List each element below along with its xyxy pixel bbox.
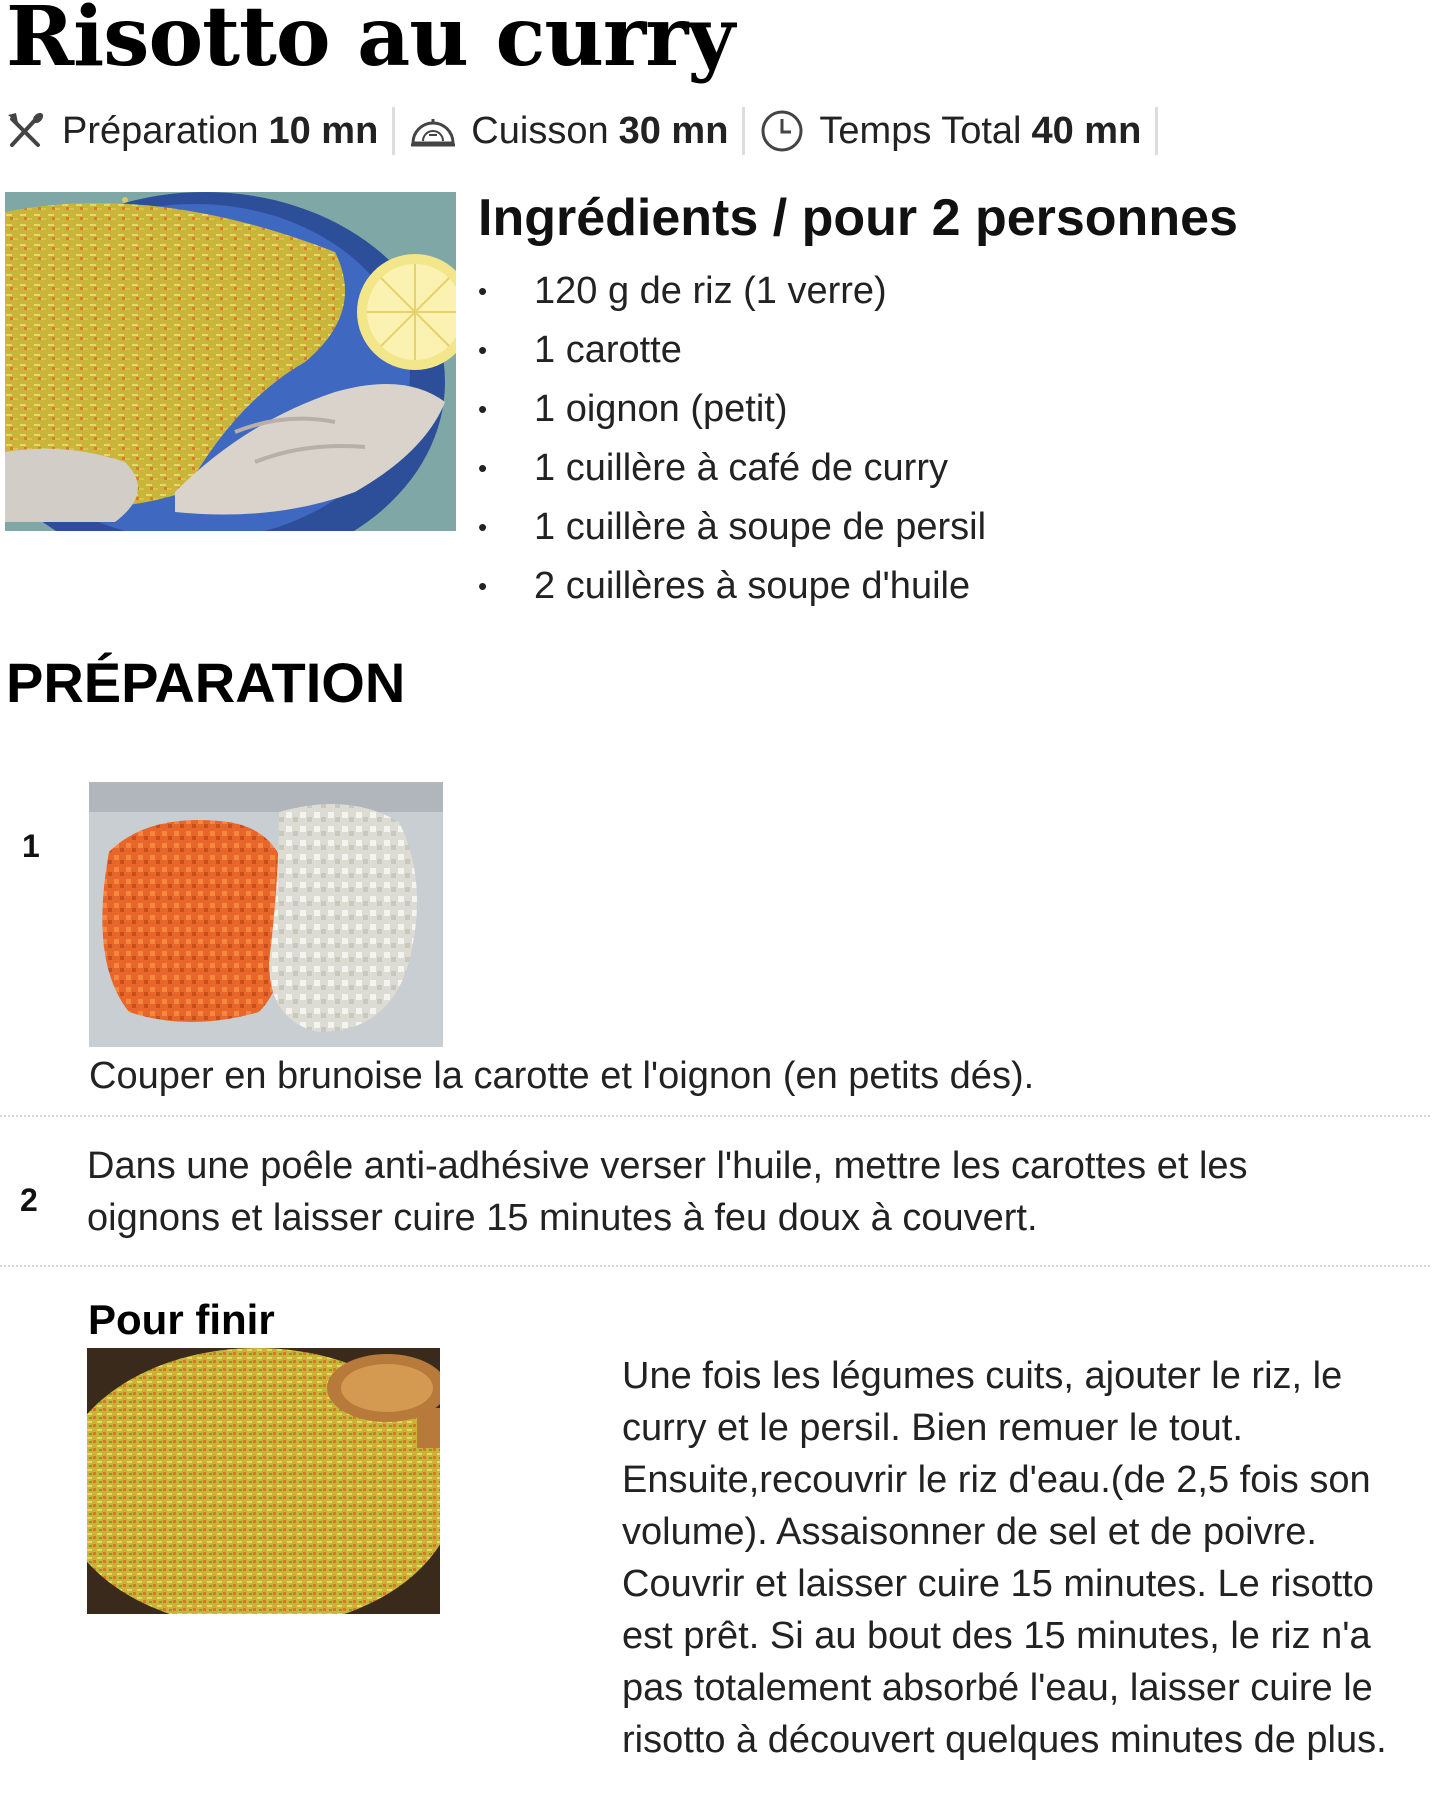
recipe-title: Risotto au curry — [6, 0, 735, 85]
ingredients-title: Ingrédients / pour 2 personnes — [478, 189, 1238, 247]
bullet-icon: • — [478, 394, 488, 424]
list-item — [478, 439, 986, 498]
prep-value: 10 mn — [268, 109, 379, 152]
step-text: Dans une poêle anti-adhésive verser l'huile, mettre les carottes et les oignons et laisser cuire 15 minutes à feu doux à couvert. — [87, 1145, 1248, 1239]
list-item — [478, 262, 986, 321]
bullet-icon: • — [478, 512, 488, 542]
dish-photo — [5, 192, 456, 531]
step-number: 1 — [22, 828, 40, 864]
bullet-icon: • — [478, 335, 488, 365]
clock-icon — [759, 108, 805, 154]
divider — [0, 1115, 1430, 1117]
list-item — [478, 380, 986, 439]
final-text: Une fois les légumes cuits, ajouter le riz, le curry et le persil. Bien remuer le tout. Ensuite,recouvrir le riz d'eau.(de 2,5 fois son volume). Assaisonner de sel et de poivre. Couvrir et laisser cuire 15 minutes. Le risotto est prêt. Si au bout des 15 minutes, le riz n'a pas totalement absorbé l'eau, laisser cuire le risotto à découvert quelques minutes de plus. — [622, 1355, 1387, 1761]
ingredient-text: 1 carotte — [534, 329, 682, 371]
list-item — [478, 321, 986, 380]
list-item — [478, 557, 986, 616]
prep-time — [4, 107, 395, 155]
cook-value: 30 mn — [618, 109, 729, 152]
divider — [0, 1265, 1430, 1267]
preparation-title: PRÉPARATION — [6, 651, 406, 714]
total-label: Temps Total — [819, 109, 1022, 152]
bullet-icon: • — [478, 453, 488, 483]
final-photo — [87, 1348, 440, 1614]
ingredient-text: 2 cuillères à soupe d'huile — [534, 565, 971, 607]
total-time — [759, 107, 1158, 155]
cook-label: Cuisson — [471, 109, 609, 152]
ingredient-text: 1 cuillère à soupe de persil — [534, 506, 987, 548]
final-heading: Pour finir — [88, 1296, 275, 1343]
ingredient-text: 1 cuillère à café de curry — [534, 447, 948, 489]
recipe-meta — [4, 106, 1172, 156]
utensils-icon — [4, 109, 48, 153]
list-item — [478, 498, 986, 557]
bullet-icon: • — [478, 276, 488, 306]
step-1-photo — [89, 782, 443, 1047]
cooking-pot-icon — [409, 111, 457, 151]
cook-time — [409, 107, 745, 155]
prep-label: Préparation — [62, 109, 259, 152]
ingredient-text: 120 g de riz (1 verre) — [534, 270, 887, 312]
step-text: Couper en brunoise la carotte et l'oignon (en petits dés). — [89, 1055, 1035, 1097]
total-value: 40 mn — [1031, 109, 1142, 152]
ingredients-list — [478, 262, 986, 616]
bullet-icon: • — [478, 571, 488, 601]
ingredient-text: 1 oignon (petit) — [534, 388, 788, 430]
step-number: 2 — [20, 1182, 38, 1218]
